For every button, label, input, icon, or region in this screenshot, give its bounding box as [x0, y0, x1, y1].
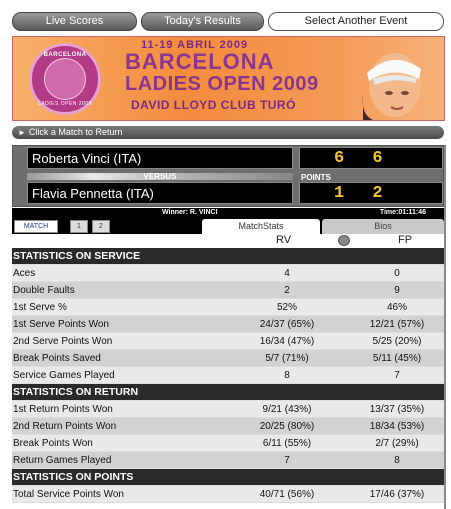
tab-set-2[interactable]: 2: [92, 220, 110, 233]
tab-strip: [12, 208, 444, 234]
tab-set-1[interactable]: 1: [70, 220, 88, 233]
stat-row: [12, 367, 444, 384]
tournament-dates: 11-19 ABRIL 2009: [141, 39, 249, 51]
arrow-right-icon: ►: [18, 128, 26, 137]
player1-stat: 4: [284, 268, 290, 279]
match-time: Time:01:11:46: [379, 209, 426, 216]
player2-stat: 18/34 (53%): [369, 421, 425, 432]
select-event-button[interactable]: Select Another Event: [268, 12, 444, 31]
right-border: [444, 145, 446, 509]
winner-label: Winner: R. VINCI: [162, 209, 218, 216]
player1-stat: 5/7 (71%): [265, 353, 309, 364]
logo-top-text: BARCELONA: [43, 52, 87, 58]
player2-stat: 13/37 (35%): [369, 404, 425, 415]
stat-row: [12, 486, 444, 503]
section-header: STATISTICS ON POINTS: [12, 469, 444, 486]
tab-match[interactable]: MATCH: [14, 220, 58, 233]
stat-label: 1st Serve Points Won: [13, 319, 109, 330]
player2-stat: 5/11 (45%): [372, 353, 422, 364]
stat-row: [12, 418, 444, 435]
logo-bottom-text: LADIES OPEN 2009: [38, 101, 92, 107]
stats-table: [12, 248, 444, 503]
click-bar-label: Click a Match to Return: [28, 127, 123, 137]
stat-label: 1st Serve %: [13, 302, 67, 313]
player1-stat: 9/21 (43%): [262, 404, 312, 415]
tournament-banner: [12, 36, 445, 121]
player1-stat: 6/11 (55%): [262, 438, 312, 449]
stat-label: Aces: [13, 268, 36, 279]
player1-abbrev: RV: [276, 234, 292, 246]
player1-stat: 40/71 (56%): [259, 489, 315, 500]
tournament-venue: DAVID LLOYD CLUB TURÓ: [131, 98, 296, 112]
player-photo: [353, 45, 433, 120]
stat-label: Return Games Played: [13, 455, 112, 466]
stat-label: 2nd Return Points Won: [13, 421, 117, 432]
tab-matchstats[interactable]: MatchStats: [202, 219, 320, 234]
player1-stat: 8: [284, 370, 290, 381]
stat-row: [12, 350, 444, 367]
compare-toggle-icon[interactable]: [338, 235, 350, 246]
stat-row: [12, 452, 444, 469]
stat-row: [12, 333, 444, 350]
player1-stat: 52%: [276, 302, 297, 313]
section-header: STATISTICS ON SERVICE: [12, 248, 444, 265]
versus-label: VERSUS: [143, 172, 177, 181]
stat-row: [12, 282, 444, 299]
player2-stat: 5/25 (20%): [372, 336, 422, 347]
player1-stat: 2: [284, 285, 290, 296]
player1-stat: 20/25 (80%): [259, 421, 315, 432]
tournament-city: BARCELONA: [125, 49, 275, 74]
stats-column-header: [12, 234, 444, 248]
player2-stat: 12/21 (57%): [369, 319, 425, 330]
stat-label: 1st Return Points Won: [13, 404, 113, 415]
player2-stat: 8: [394, 455, 400, 466]
tab-bios[interactable]: Bios: [322, 219, 444, 234]
stat-row: [12, 401, 444, 418]
section-header: STATISTICS ON RETURN: [12, 384, 444, 401]
player1-name: Roberta Vinci (ITA): [27, 147, 293, 169]
stat-row: [12, 299, 444, 316]
player1-stat: 16/34 (47%): [259, 336, 315, 347]
player1-stat: 24/37 (65%): [259, 319, 315, 330]
player2-abbrev: FP: [398, 234, 413, 246]
stat-label: Service Games Played: [13, 370, 115, 381]
tournament-logo: [29, 43, 101, 115]
stat-label: Break Points Saved: [13, 353, 101, 364]
return-to-matches-bar[interactable]: [12, 126, 444, 139]
player1-score: 6 6: [299, 147, 443, 169]
player2-stat: 9: [394, 285, 400, 296]
player2-name: Flavia Pennetta (ITA): [27, 182, 293, 204]
stat-label: 2nd Serve Points Won: [13, 336, 113, 347]
stat-row: [12, 265, 444, 282]
versus-bar: [27, 173, 293, 180]
stat-row: [12, 316, 444, 333]
points-label: POINTS: [301, 173, 331, 182]
stat-label: Break Points Won: [13, 438, 93, 449]
player2-stat: 0: [394, 268, 400, 279]
stat-label: Total Service Points Won: [13, 489, 124, 500]
player2-stat: 17/46 (37%): [369, 489, 425, 500]
player2-stat: 46%: [386, 302, 407, 313]
todays-results-button[interactable]: Today's Results: [141, 12, 264, 31]
scoreboard: [12, 145, 444, 207]
tournament-name: LADIES OPEN 2009: [125, 73, 319, 95]
player2-score: 1 2: [299, 182, 443, 204]
live-scores-button[interactable]: Live Scores: [12, 12, 137, 31]
player2-stat: 2/7 (29%): [375, 438, 419, 449]
stat-row: [12, 435, 444, 452]
stat-label: Double Faults: [13, 285, 75, 296]
player2-stat: 7: [394, 370, 400, 381]
player1-stat: 7: [284, 455, 290, 466]
